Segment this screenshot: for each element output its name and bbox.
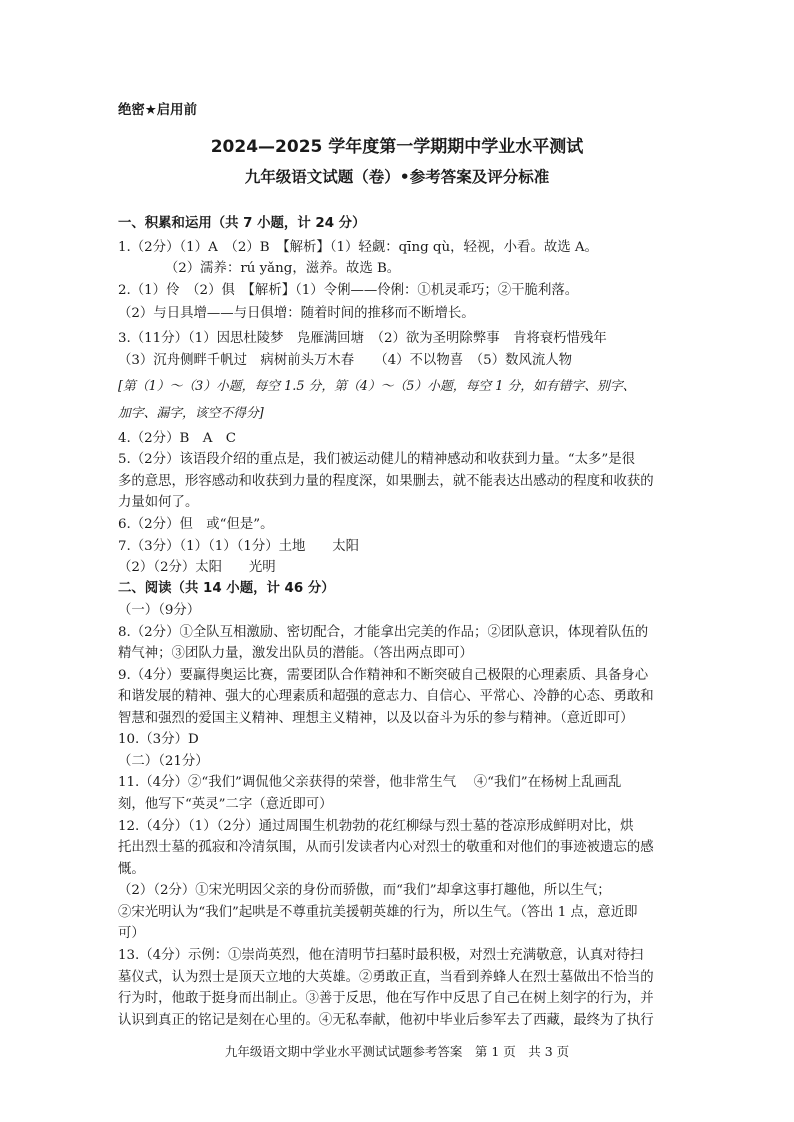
answer-line: 2.（1）伶 （2）俱 【解析】（1）令俐——伶俐：①机灵乖巧；②干脆利落。 — [118, 283, 579, 298]
answer-line: （2）（2分）①宋光明因父亲的身份而骄傲，而“我们”却拿这事打趣他，所以生气； — [118, 883, 611, 898]
subsection-heading: （二）（21分） — [118, 754, 209, 769]
answer-line: 刻，他写下“英灵”二字（意近即可） — [118, 797, 333, 812]
answer-line: 智慧和强烈的爱国主义精神、理想主义精神，以及以奋斗为乐的参与精神。（意近即可） — [118, 711, 634, 726]
answer-line: （2）（2分）太阳 光明 — [118, 560, 276, 575]
answer-line: （3）沉舟侧畔千帆过 病树前头万木春 （4）不以物喜 （5）数风流人物 — [118, 353, 573, 368]
answer-line: 墓仪式，认为烈士是顶天立地的大英雄。②勇敢正直，当看到养蜂人在烈士墓做出不恰当的 — [118, 970, 654, 985]
answer-line: 7.（3分）（1）（1）（1分）土地 太阳 — [118, 539, 360, 554]
exam-title: 2024—2025 学年度第一学期期中学业水平测试 — [210, 137, 584, 157]
answer-line: 3.（11分）（1）因思杜陵梦 凫雁满回塘 （2）欲为圣明除弊事 肯将衰朽惜残年 — [118, 331, 607, 346]
answer-line: 6.（2分）但 或“但是”。 — [118, 517, 274, 532]
answer-line: 12.（4分）（1）（2分）通过周围生机勃勃的花红柳绿与烈士墓的苍凉形成鲜明对比，烘 — [118, 819, 634, 834]
scoring-note: 加字、漏字，该空不得分] — [118, 406, 264, 421]
answer-line: 和谐发展的精神、强大的心理素质和超强的意志力、自信心、平常心、冷静的心态、勇敢和 — [118, 689, 654, 704]
section-heading-2: 二、阅读（共 14 小题，计 46 分） — [118, 581, 335, 596]
answer-line: 托出烈士墓的孤寂和冷清氛围，从而引发读者内心对烈士的敬重和对他们的事迹被遗忘的感 — [118, 840, 654, 855]
subsection-heading: （一）（9分） — [118, 603, 201, 618]
answer-line: 8.（2分）①全队互相激励、密切配合，才能拿出完美的作品；②团队意识，体现着队伍的 — [118, 625, 649, 640]
exam-subtitle: 九年级语文试题（卷）•参考答案及评分标准 — [244, 168, 550, 186]
scoring-note: [第（1）～（3）小题，每空 1.5 分，第（4）～（5）小题，每空 1 分，如有错字、别字、 — [118, 379, 636, 394]
answer-line: 精气神；③团队力量，激发出队员的潜能。（答出两点即可） — [118, 646, 473, 661]
answer-line: 力量如何了。 — [118, 495, 199, 510]
section-heading-1: 一、积累和运用（共 7 小题，计 24 分） — [118, 216, 366, 231]
answer-line: 多的意思，形容感动和收获到力量的程度深，如果删去，就不能表达出感动的程度和收获的 — [118, 474, 654, 489]
answer-line: 行为时，他敢于挺身而出制止。③善于反思，他在写作中反思了自己在树上刻字的行为，并 — [118, 991, 654, 1006]
answer-line: 13.（4分）示例：①崇尚英烈，他在清明节扫墓时最积极，对烈士充满敬意，认真对待扫 — [118, 948, 644, 963]
confidential-label: 绝密★启用前 — [118, 103, 197, 118]
page-footer: 九年级语文期中学业水平测试试题参考答案 第 1 页 共 3 页 — [224, 1044, 570, 1059]
answer-line: 11.（4分）②“我们”调侃他父亲获得的荣誉，他非常生气 ④“我们”在杨树上乱画乱 — [118, 775, 622, 790]
answer-line: （2）濡养：rú yǎng，滋养。故选 B。 — [118, 261, 401, 276]
answer-line: 10.（3分）D — [118, 732, 199, 747]
answer-line: 4.（2分）B A C — [118, 431, 237, 446]
answer-line: 可） — [118, 926, 145, 941]
answer-line: 认识到真正的铭记是刻在心里的。④无私奉献，他初中毕业后参军去了西藏，最终为了执行 — [118, 1013, 654, 1028]
answer-line: ②宋光明认为“我们”起哄是不尊重抗美援朝英雄的行为，所以生气。（答出 1 点，意近即 — [118, 905, 638, 920]
answer-line: （2）与日具增——与日俱增：随着时间的推移而不断增长。 — [118, 306, 475, 321]
answer-line: 9.（4分）要赢得奥运比赛，需要团队合作精神和不断突破自己极限的心理素质、具备身心 — [118, 668, 649, 683]
answer-line: 1.（2分）（1）A （2）B 【解析】（1）轻觑：qīng qù，轻视，小看。故选 A。 — [118, 240, 598, 255]
answer-line: 慨。 — [118, 862, 145, 877]
answer-line: 5.（2分）该语段介绍的重点是，我们被运动健儿的精神感动和收获到力量。“太多”是很 — [118, 452, 636, 467]
